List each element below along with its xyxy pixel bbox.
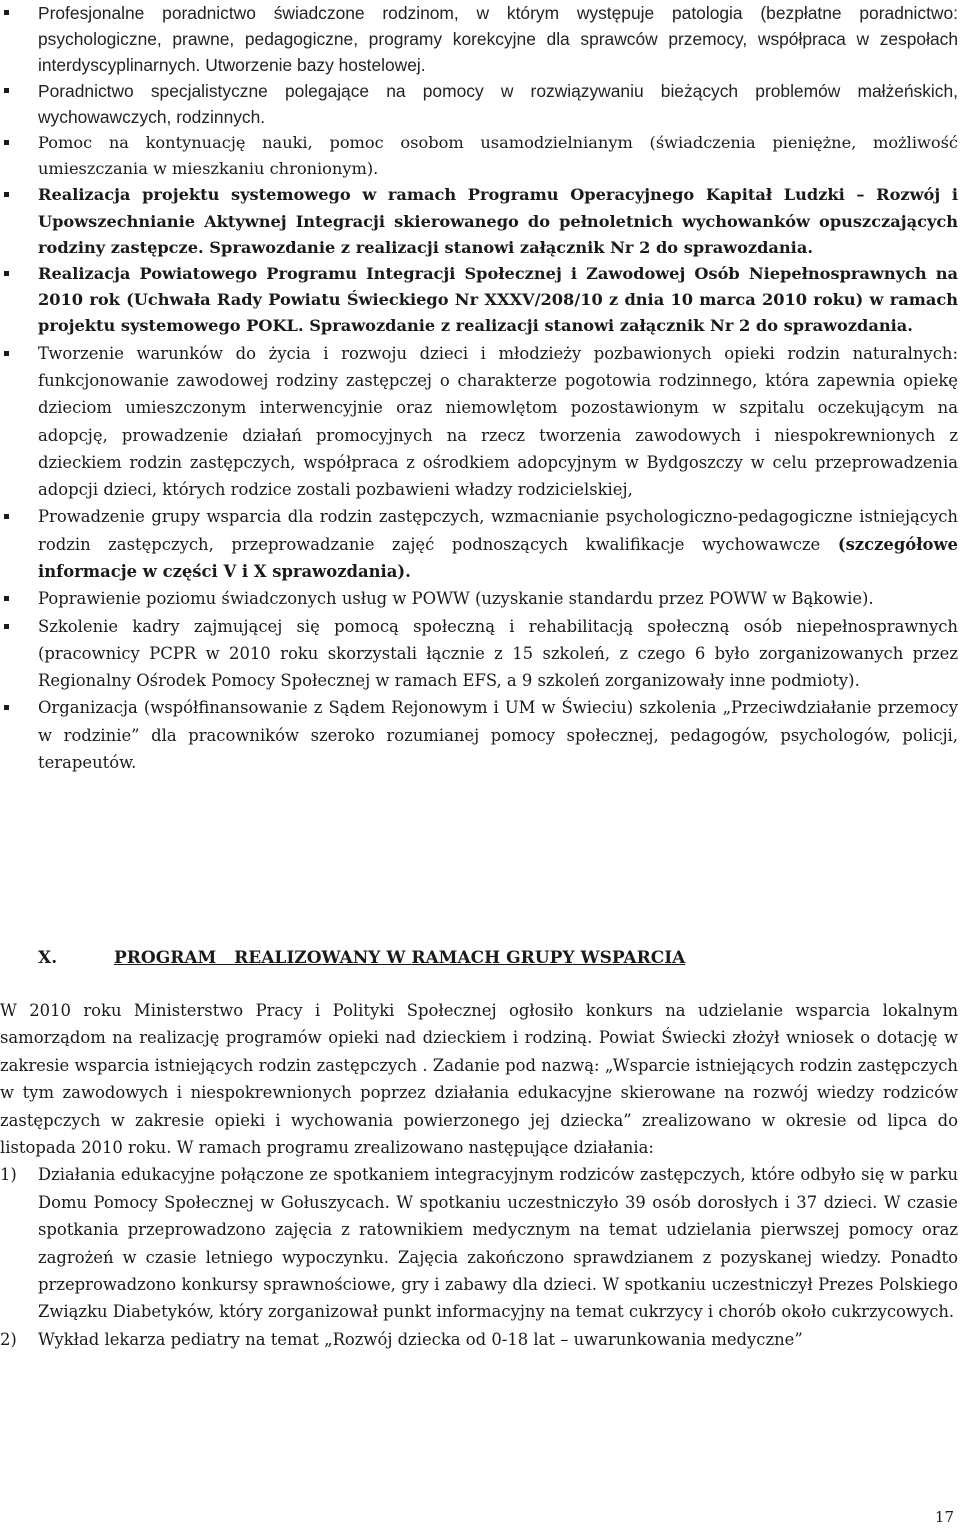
actions-list bbox=[0, 1161, 958, 1353]
square-bullet-icon bbox=[4, 624, 9, 629]
list-item bbox=[0, 261, 958, 340]
list-item-text: Profesjonalne poradnictwo świadczone rodzinom, w którym występuje patologia (bezpłatne poradnictwo: psychologiczne, prawne, pedagogiczne, programy korekcyjne dla sprawców przemocy, współpraca w zespołach interdyscyplinarnych. Utworzenie bazy hostelowej. bbox=[38, 3, 958, 75]
list-item bbox=[0, 503, 958, 585]
section-number: X. bbox=[38, 948, 58, 968]
list-item bbox=[0, 130, 958, 182]
item-text: Wykład lekarza pediatry na temat „Rozwój dziecka od 0-18 lat – uwarunkowania medyczne” bbox=[38, 1329, 803, 1349]
list-item-text: Szkolenie kadry zajmującej się pomocą społeczną i rehabilitacją społeczną osób niepełnosprawnych (pracownicy PCPR w 2010 roku skorzystali łącznie z 15 szkoleń, z czego 6 było zorganizowanych przez Regionalny Ośrodek Pomocy Społecznej w ramach EFS, a 9 szkoleń zorganizowały inne podmioty). bbox=[38, 616, 958, 691]
square-bullet-icon bbox=[4, 88, 9, 93]
item-text: Działania edukacyjne połączone ze spotkaniem integracyjnym rodziców zastępczych, które odbyło się w parku Domu Pomocy Społecznej w Gołuszycach. W spotkaniu uczestniczyło 39 osób dorosłych i 37 dzieci. W czasie spotkania przeprowadzono zajęcia z ratownikiem medycznym na temat udzielania pierwszej pomocy oraz zagrożeń w czasie letniego wypoczynku. Zajęcia zakończono sprawdzianem z pozyskanej wiedzy. Ponadto przeprowadzono konkursy sprawnościowe, gry i zabawy dla dzieci. W spotkaniu uczestniczył Prezes Polskiego Związku Diabetyków, który zorganizował punkt informacyjny na temat cukrzycy i chorób około cukrzycowych. bbox=[38, 1165, 958, 1322]
square-bullet-icon bbox=[4, 514, 9, 519]
list-item-text: Realizacja Powiatowego Programu Integracji Społecznej i Zawodowej Osób Niepełnosprawnych na 2010 rok (Uchwała Rady Powiatu Świeckiego Nr XXXV/208/10 z dnia 10 marca 2010 roku) w ramach projektu systemowego POKL. Sprawozdanie z realizacji stanowi załącznik Nr 2 do sprawozdania. bbox=[38, 264, 958, 336]
list-item-text: Poradnictwo specjalistyczne polegające na pomocy w rozwiązywaniu bieżących problemów małżeńskich, wychowawczych, rodzinnych. bbox=[38, 81, 958, 127]
square-bullet-icon bbox=[4, 192, 9, 197]
list-item-text: Realizacja projektu systemowego w ramach Programu Operacyjnego Kapitał Ludzki – Rozwój i Upowszechnianie Aktywnej Integracji skierowanego do pełnoletnich wychowanków opuszczających rodziny zastępcze. Sprawozdanie z realizacji stanowi załącznik Nr 2 do sprawozdania. bbox=[38, 185, 958, 257]
list-item-text: Pomoc na kontynuację nauki, pomoc osobom usamodzielnianym (świadczenia pieniężne, możliwość umieszczania w mieszkaniu chronionym). bbox=[38, 133, 958, 179]
section-title: PROGRAM REALIZOWANY W RAMACH GRUPY WSPARCIA bbox=[114, 948, 686, 968]
square-bullet-icon bbox=[4, 351, 9, 356]
page-number: 17 bbox=[934, 1508, 954, 1526]
item-number: 2) bbox=[0, 1329, 17, 1349]
square-bullet-icon bbox=[4, 140, 9, 145]
list-item bbox=[0, 613, 958, 695]
square-bullet-icon bbox=[4, 271, 9, 276]
list-item-text: Organizacja (współfinansowanie z Sądem Rejonowym i UM w Świeciu) szkolenia „Przeciwdziałanie przemocy w rodzinie” dla pracowników szeroko rozumianej pomocy społecznej, pedagogów, psychologów, policji, terapeutów. bbox=[38, 698, 958, 773]
list-item bbox=[0, 0, 958, 78]
section-intro: W 2010 roku Ministerstwo Pracy i Polityki Społecznej ogłosiło konkurs na udzielanie wsparcia lokalnym samorządom na realizację programów opieki nad dzieckiem i rodziną. Powiat Świecki złożył wniosek o dotację w zakresie wsparcia istniejących rodzin zastępczych . Zadanie pod nazwą: „Wsparcie istniejących rodzin zastępczych w tym zawodowych i niespokrewnionych poprzez działania edukacyjne skierowane na rozwój wiedzy rodziców zastępczych w zakresie opieki i wychowania powierzonego jej dziecka” zrealizowano w okresie od lipca do listopada 2010 roku. W ramach programu zrealizowano następujące działania: bbox=[0, 1001, 958, 1158]
list-item-text: Tworzenie warunków do życia i rozwoju dzieci i młodzieży pozbawionych opieki rodzin naturalnych: funkcjonowanie zawodowej rodziny zastępczej o charakterze pogotowia rodzinnego, która zapewnia opiekę dzieciom umieszczonym interwencyjnie oraz niemowlętom pozostawionym w szpitalu oczekującym na adopcję, prowadzenie działań promocyjnych na rzecz tworzenia zawodowych i niespokrewnionych z dzieckiem rodzin zastępczych, współpraca z ośrodkiem adopcyjnym w Bydgoszczy w celu przeprowadzenia adopcji dzieci, których rodzice zostali pozbawieni władzy rodzicielskiej, bbox=[38, 343, 958, 500]
square-bullet-icon bbox=[4, 705, 9, 710]
list-item bbox=[0, 694, 958, 776]
square-bullet-icon bbox=[4, 596, 9, 601]
item-number: 1) bbox=[0, 1165, 17, 1185]
numbered-item bbox=[0, 1161, 958, 1325]
list-item bbox=[0, 182, 958, 261]
list-item-text: Poprawienie poziomu świadczonych usług w POWW (uzyskanie standardu przez POWW w Bąkowie). bbox=[38, 589, 874, 609]
list-item-bold-note: (szczegółowe informacje w części V i X sprawozdania). bbox=[38, 534, 958, 581]
square-bullet-icon bbox=[4, 10, 9, 15]
list-item bbox=[0, 585, 958, 612]
list-item bbox=[0, 78, 958, 130]
section-body bbox=[0, 997, 958, 1353]
numbered-item bbox=[0, 1326, 958, 1353]
list-item-text: Prowadzenie grupy wsparcia dla rodzin zastępczych, wzmacnianie psychologiczno-pedagogiczne istniejących rodzin zastępczych, przeprowadzanie zajęć podnoszących kwalifikacje wychowawcze bbox=[38, 507, 958, 554]
list-item bbox=[0, 340, 958, 504]
